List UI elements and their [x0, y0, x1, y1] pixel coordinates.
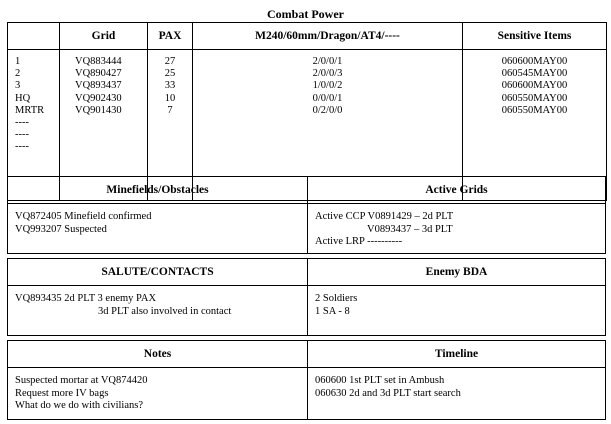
grid-cell: VQ893437 [75, 80, 122, 92]
weapons-cell: 0/2/0/0 [312, 104, 343, 116]
enemy-bda-panel [307, 258, 606, 336]
active-grids-heading: Active Grids [308, 177, 605, 204]
weapons-cell: 1/0/0/2 [312, 80, 343, 92]
grid-cell: VQ902430 [75, 92, 122, 104]
unit-cell: ---- [15, 141, 29, 153]
timeline-line: 060630 2d and 3d PLT start search [315, 387, 461, 399]
minefield-line: VQ993207 Suspected [15, 223, 107, 235]
pax-cell: 25 [164, 68, 176, 80]
unit-cell: HQ [15, 92, 31, 104]
pax-cell: 10 [164, 92, 176, 104]
timeline-heading: Timeline [308, 341, 605, 368]
pax-cell: 27 [164, 56, 176, 67]
minefields-heading: Minefields/Obstacles [8, 177, 307, 204]
header-weapons: M240/60mm/Dragon/AT4/---- [193, 23, 463, 50]
salute-contacts-panel [7, 258, 308, 336]
timeline-line: 060600 1st PLT set in Ambush [315, 375, 445, 386]
active-grid-line: V0893437 – 3d PLT [367, 223, 453, 235]
active-grid-line: Active LRP ---------- [315, 236, 403, 247]
combat-power-table [7, 22, 607, 201]
salute-line: VQ893435 2d PLT 3 enemy PAX [15, 293, 157, 304]
note-line: Suspected mortar at VQ874420 [15, 375, 148, 386]
active-grids-panel [307, 176, 606, 254]
note-line: What do we do with civilians? [15, 400, 144, 411]
unit-cell: 2 [15, 68, 21, 80]
pax-cell: 7 [167, 104, 173, 116]
enemy-bda-heading: Enemy BDA [308, 259, 605, 286]
notes-panel [7, 340, 308, 420]
grid-cell: VQ890427 [75, 68, 122, 80]
salute-heading: SALUTE/CONTACTS [8, 259, 307, 286]
timeline-panel [307, 340, 606, 420]
salute-line: 3d PLT also involved in contact [98, 305, 232, 317]
sensitive-cell: 060550MAY00 [501, 104, 568, 116]
unit-cell: 3 [15, 80, 21, 92]
sensitive-cell: 060600MAY00 [501, 56, 568, 67]
page-title: Combat Power [267, 7, 344, 21]
grid-cell: VQ883444 [75, 56, 122, 67]
sensitive-cell: 060600MAY00 [501, 80, 568, 92]
notes-heading: Notes [8, 341, 307, 368]
weapons-cell: 2/0/0/1 [312, 56, 343, 67]
unit-cell: MRTR [15, 104, 45, 116]
combat-power-header-row [8, 23, 607, 50]
grid-cell: VQ901430 [75, 104, 122, 116]
weapons-cell: 0/0/0/1 [312, 92, 343, 104]
sensitive-cell: 060545MAY00 [501, 68, 568, 80]
header-sensitive-items: Sensitive Items [463, 23, 607, 50]
active-grid-line: Active CCP V0891429 – 2d PLT [315, 211, 454, 222]
sensitive-cell: 060550MAY00 [501, 92, 568, 104]
header-pax: PAX [148, 23, 193, 50]
enemy-bda-line: 2 Soldiers [315, 293, 358, 304]
unit-cell: 1 [15, 56, 21, 67]
minefield-line: VQ872405 Minefield confirmed [15, 211, 152, 222]
pax-cell: 33 [164, 80, 176, 92]
header-grid: Grid [60, 23, 148, 50]
weapons-cell: 2/0/0/3 [312, 68, 343, 80]
unit-cell: ---- [15, 117, 29, 129]
unit-cell: ---- [15, 129, 29, 141]
header-unit [8, 23, 60, 50]
enemy-bda-line: 1 SA - 8 [315, 305, 350, 317]
note-line: Request more IV bags [15, 387, 109, 399]
minefields-panel [7, 176, 308, 254]
